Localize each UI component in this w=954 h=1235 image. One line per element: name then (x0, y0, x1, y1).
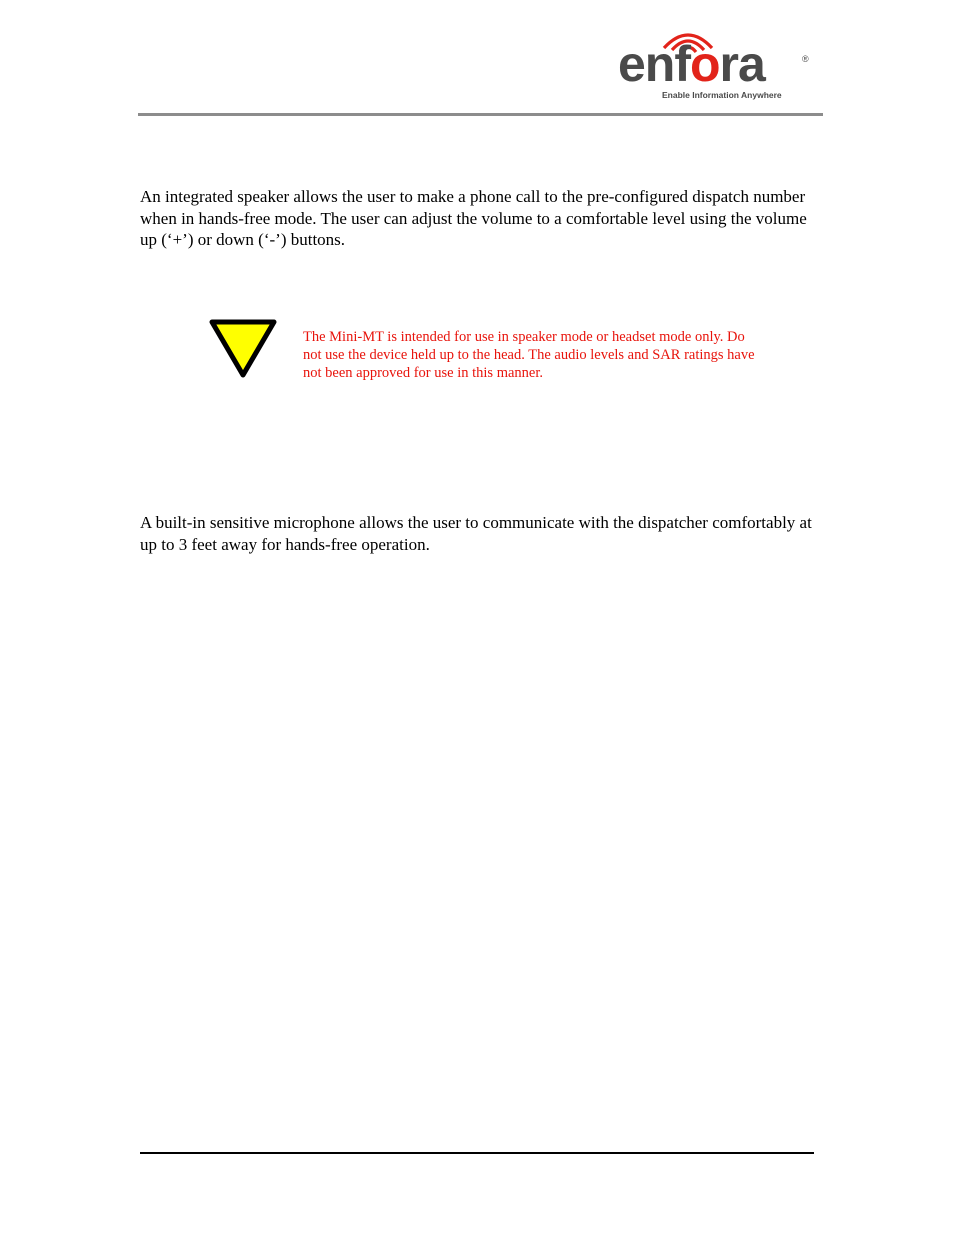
warning-triangle-icon (208, 318, 280, 380)
header-rule (138, 113, 823, 116)
enfora-logo (614, 26, 814, 104)
footer-rule (140, 1152, 814, 1154)
registered-mark: ® (802, 54, 809, 64)
warning-text: The Mini-MT is intended for use in speaker mode or headset mode only. Do not use the device held up to the head. The audio levels and SAR ratings have not been approved for use in this manner. (303, 329, 755, 382)
microphone-paragraph: A built-in sensitive microphone allows the user to communicate with the dispatcher comfortably at up to 3 feet away for hands-free operation. (140, 513, 812, 554)
logo-tagline: Enable Information Anywhere (662, 90, 782, 100)
logo-wordmark: enfora (618, 36, 765, 92)
speaker-paragraph: An integrated speaker allows the user to make a phone call to the pre-configured dispatch number when in hands-free mode. The user can adjust the volume to a comfortable level using the volume up (‘+’) or down (‘-’) buttons. (140, 187, 807, 249)
